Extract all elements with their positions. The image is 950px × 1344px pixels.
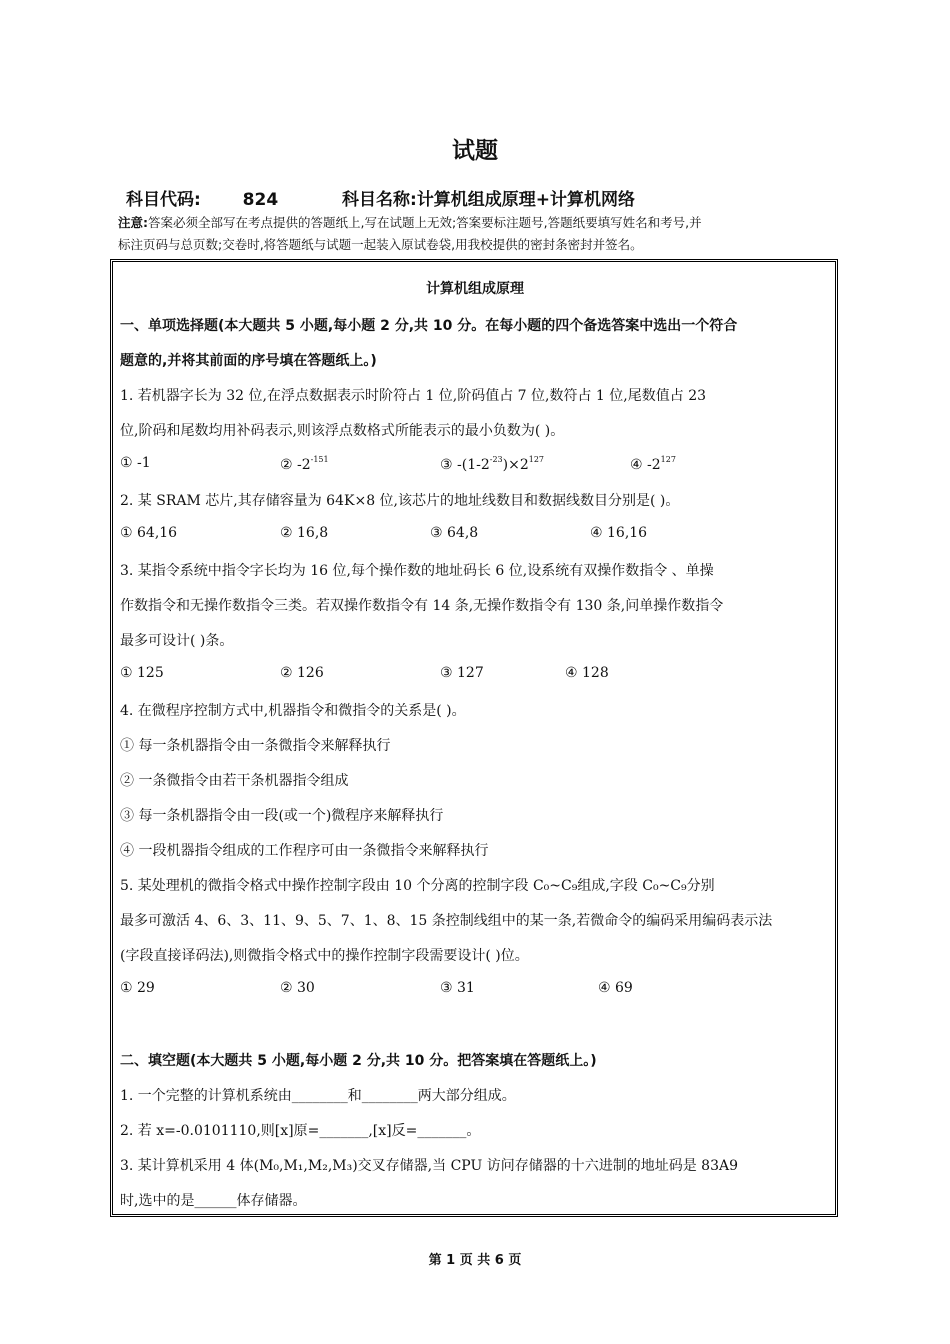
q4-option-2: ② 一条微指令由若干条机器指令组成: [120, 773, 349, 789]
q5-option-3: ③ 31: [440, 980, 475, 996]
page-title: 试题: [452, 138, 498, 164]
fill-1: 1. 一个完整的计算机系统由________和________两大部分组成。: [120, 1088, 516, 1104]
q3-option-1: ① 125: [120, 665, 164, 681]
q3-option-4: ④ 128: [565, 665, 609, 681]
part1-heading-1: 一、单项选择题(本大题共 5 小题,每小题 2 分,共 10 分。在每小题的四个备选答案中选出一个符合: [120, 318, 738, 334]
fill-3-line-1: 3. 某计算机采用 4 体(M₀,M₁,M₂,M₃)交叉存储器,当 CPU 访问存储器的十六进制的地址码是 83A9: [120, 1158, 738, 1174]
q4: 4. 在微程序控制方式中,机器指令和微指令的关系是( )。: [120, 703, 466, 719]
q2-option-2: ② 16,8: [280, 525, 329, 541]
q5-line-3: (字段直接译码法),则微指令格式中的操作控制字段需要设计( )位。: [120, 948, 529, 964]
q4-option-1: ① 每一条机器指令由一条微指令来解释执行: [120, 738, 391, 754]
q1-line-1: 1. 若机器字长为 32 位,在浮点数据表示时阶符占 1 位,阶码值占 7 位,数符占 1 位,尾数值占 23: [120, 388, 707, 404]
q5-option-4: ④ 69: [598, 980, 633, 996]
q4-option-3: ③ 每一条机器指令由一段(或一个)微程序来解释执行: [120, 808, 444, 824]
fill-2: 2. 若 x=-0.0101110,则[x]原=_______,[x]反=_______。: [120, 1123, 481, 1139]
part2-heading: 二、填空题(本大题共 5 小题,每小题 2 分,共 10 分。把答案填在答题纸上。): [120, 1053, 597, 1069]
q1-option-4: ④ $-2^{127}$: [630, 455, 676, 473]
subject-name: 计算机组成原理+计算机网络: [416, 190, 636, 210]
notice-line-2: 标注页码与总页数;交卷时,将答题纸与试题一起装入原试卷袋,用我校提供的密封条密封并签名。: [118, 237, 643, 252]
q2-option-3: ③ 64,8: [430, 525, 479, 541]
notice-line-1: 答案必须全部写在考点提供的答题纸上,写在试题上无效;答案要标注题号,答题纸要填写姓名和考号,并: [148, 215, 702, 230]
subject-line: [126, 185, 635, 210]
q5-line-2: 最多可激活 4、6、3、11、9、5、7、1、8、15 条控制线组中的某一条,若微命令的编码采用编码表示法: [120, 913, 773, 929]
q3-option-3: ③ 127: [440, 665, 484, 681]
q4-option-4: ④ 一段机器指令组成的工作程序可由一条微指令来解释执行: [120, 843, 489, 859]
part1-heading-2: 题意的,并将其前面的序号填在答题纸上。): [120, 353, 377, 369]
q5-option-2: ② 30: [280, 980, 315, 996]
q2-option-4: ④ 16,16: [590, 525, 648, 541]
subject-code: 824: [242, 190, 279, 210]
q1-line-2: 位,阶码和尾数均用补码表示,则该浮点数格式所能表示的最小负数为( )。: [120, 423, 565, 439]
section-title: 计算机组成原理: [426, 281, 524, 297]
page-footer: 第 1 页 共 6 页: [428, 1253, 522, 1268]
q5-option-1: ① 29: [120, 980, 155, 996]
q2: 2. 某 SRAM 芯片,其存储容量为 64K×8 位,该芯片的地址线数目和数据线数目分别是( )。: [120, 493, 680, 509]
q3-option-2: ② 126: [280, 665, 324, 681]
q2-option-1: ① 64,16: [120, 525, 178, 541]
q1-option-2: ② $-2^{-151}$: [280, 455, 329, 473]
subject-name-label: 科目名称:: [342, 190, 417, 210]
notice-label: 注意:: [118, 215, 148, 230]
q3-line-2: 作数指令和无操作数指令三类。若双操作数指令有 14 条,无操作数指令有 130 条,问单操作数指令: [120, 598, 724, 614]
q1-option-3: ③ $-(1-2^{-23})\times 2^{127}$: [440, 455, 545, 473]
q5-line-1: 5. 某处理机的微指令格式中操作控制字段由 10 个分离的控制字段 C₀~C₉组成,字段 C₀~C₉分别: [120, 878, 715, 894]
q3-line-3: 最多可设计( )条。: [120, 633, 234, 649]
q3-line-1: 3. 某指令系统中指令字长均为 16 位,每个操作数的地址码长 6 位,设系统有双操作数指令 、单操: [120, 563, 714, 579]
q1-option-1: ① -1: [120, 455, 151, 471]
subject-code-label: 科目代码:: [126, 190, 201, 210]
notice: [118, 212, 830, 256]
fill-3-line-2: 时,选中的是______体存储器。: [120, 1193, 307, 1209]
